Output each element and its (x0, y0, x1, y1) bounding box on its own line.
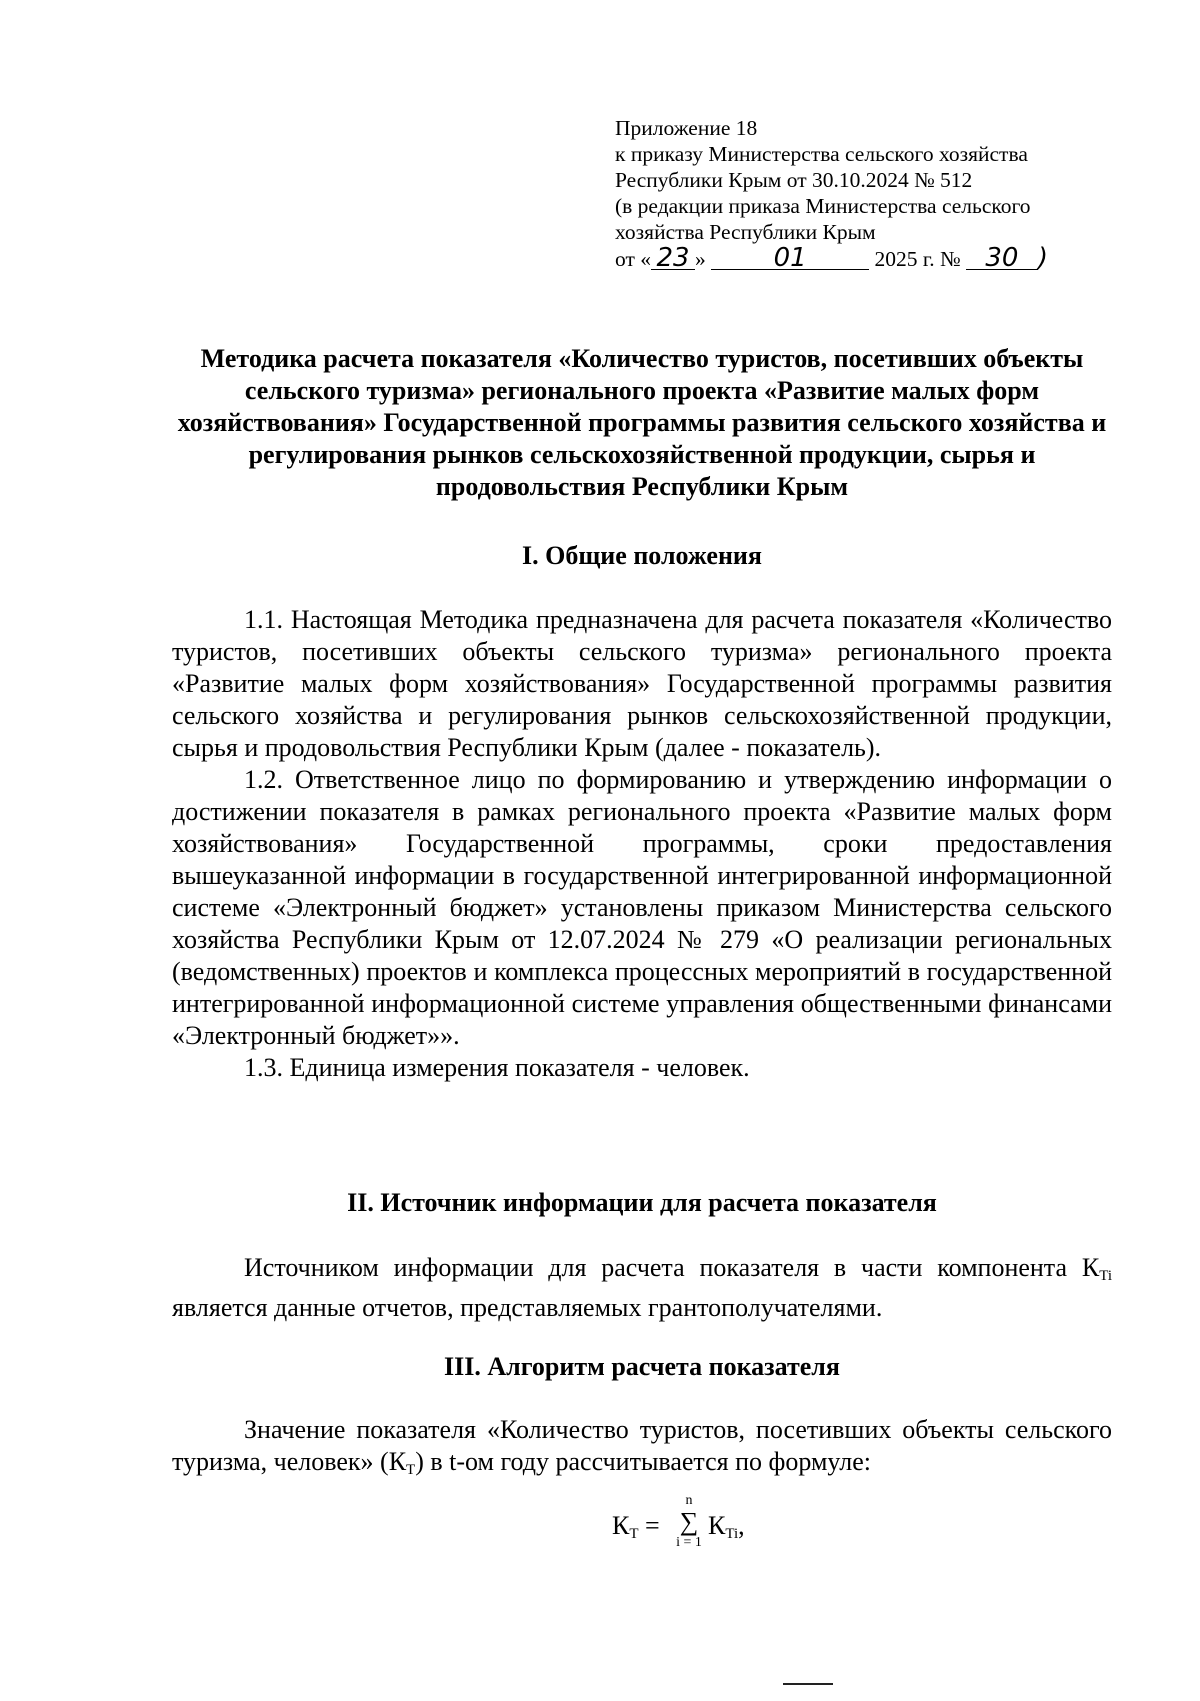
formula-sum (672, 1493, 706, 1551)
date-quote-close: » (695, 247, 706, 271)
date-prefix: от « (615, 247, 651, 271)
date-day: 23 (651, 247, 695, 270)
paragraph-1-2: 1.2. Ответственное лицо по формированию и утверждению информации о достижении показателя в рамках регионального проекта «Развитие малых форм хозяйствования» Государственной программы, сроки предоставления вышеуказанной информации в государственной интегрированной информационной системе «Электронный бюджет» установлены приказом Министерства сельского хозяйства Республики Крым от 12.07.2024 № 279 «О реализации региональных (ведомственных) проектов и комплекса процессных мероприятий в государственной интегрированной информационной системе управления общественными финансами «Электронный бюджет»». (172, 765, 1112, 1050)
date-month: 01 (711, 247, 869, 270)
formula-lhs-symbol: К (612, 1511, 630, 1540)
document-title: Методика расчета показателя «Количество туристов, посетивших объекты сельского туризма» регионального проекта «Развитие малых форм хозяйствования» Государственной программы развития сельского хозяйства и регулирования рынков сельскохозяйственной продукции, сырья и продовольствия Республики Крым (177, 344, 1107, 501)
paragraph-2-1 (172, 1252, 1112, 1324)
formula-rhs-symbol: К (708, 1511, 726, 1540)
section-1-heading: I. Общие положения (522, 541, 762, 570)
formula-lhs-subscript: T (629, 1526, 639, 1542)
paragraph-3-1 (172, 1414, 1112, 1486)
section-2-body (172, 1252, 1112, 1324)
close-paren: ) (1037, 243, 1049, 273)
sum-lower-limit: i = 1 (676, 1535, 702, 1550)
appendix-line-4: (в редакции приказа Министерства сельского (615, 194, 1031, 218)
algorithm-subscript: T (406, 1462, 416, 1478)
date-year: 2025 г. № (874, 247, 961, 271)
section-2-heading: II. Источник информации для расчета показателя (347, 1188, 937, 1217)
paragraph-1-3: 1.3. Единица измерения показателя - человек. (244, 1053, 750, 1082)
formula-rhs-subscript: Ti (725, 1526, 739, 1542)
algorithm-text-start: Значение показателя «Количество туристов, посетивших объекты сельского туризма, человек» (К (172, 1415, 1112, 1476)
section-3-body (172, 1414, 1112, 1486)
section-3-heading: III. Алгоритм расчета показателя (444, 1352, 840, 1381)
doc-number: 30 (966, 247, 1038, 270)
source-text-start: Источником информации для расчета показателя в части компонента К (244, 1253, 1100, 1282)
formula-lhs (612, 1511, 660, 1543)
formula-comma: , (738, 1511, 745, 1540)
appendix-header (615, 115, 1135, 272)
formula-rhs (708, 1511, 745, 1543)
algorithm-text-end: ) в t-ом году рассчитывается по формуле: (415, 1447, 872, 1476)
appendix-line-2: к приказу Министерства сельского хозяйства (615, 142, 1028, 166)
sum-upper-limit: n (685, 1493, 693, 1508)
formula-equals: = (638, 1511, 660, 1540)
formula (612, 1493, 752, 1563)
appendix-date-line (615, 245, 1135, 272)
page-bottom-mark (783, 1683, 833, 1685)
appendix-line-1: Приложение 18 (615, 116, 758, 140)
section-1-body (172, 604, 1112, 1084)
appendix-line-5: хозяйства Республики Крым (615, 220, 876, 244)
source-text-end: является данные отчетов, представляемых грантополучателями. (172, 1293, 883, 1322)
sigma-icon: ∑ (679, 1507, 699, 1536)
paragraph-1-1: 1.1. Настоящая Методика предназначена для расчета показателя «Количество туристов, посетивших объекты сельского туризма» регионального проекта «Развитие малых форм хозяйствования» Государственной программы развития сельского хозяйства и регулирования рынков сельскохозяйственной продукции, сырья и продовольствия Республики Крым (далее - показатель). (172, 605, 1112, 762)
source-subscript: Ti (1099, 1268, 1112, 1284)
appendix-line-3: Республики Крым от 30.10.2024 № 512 (615, 168, 973, 192)
